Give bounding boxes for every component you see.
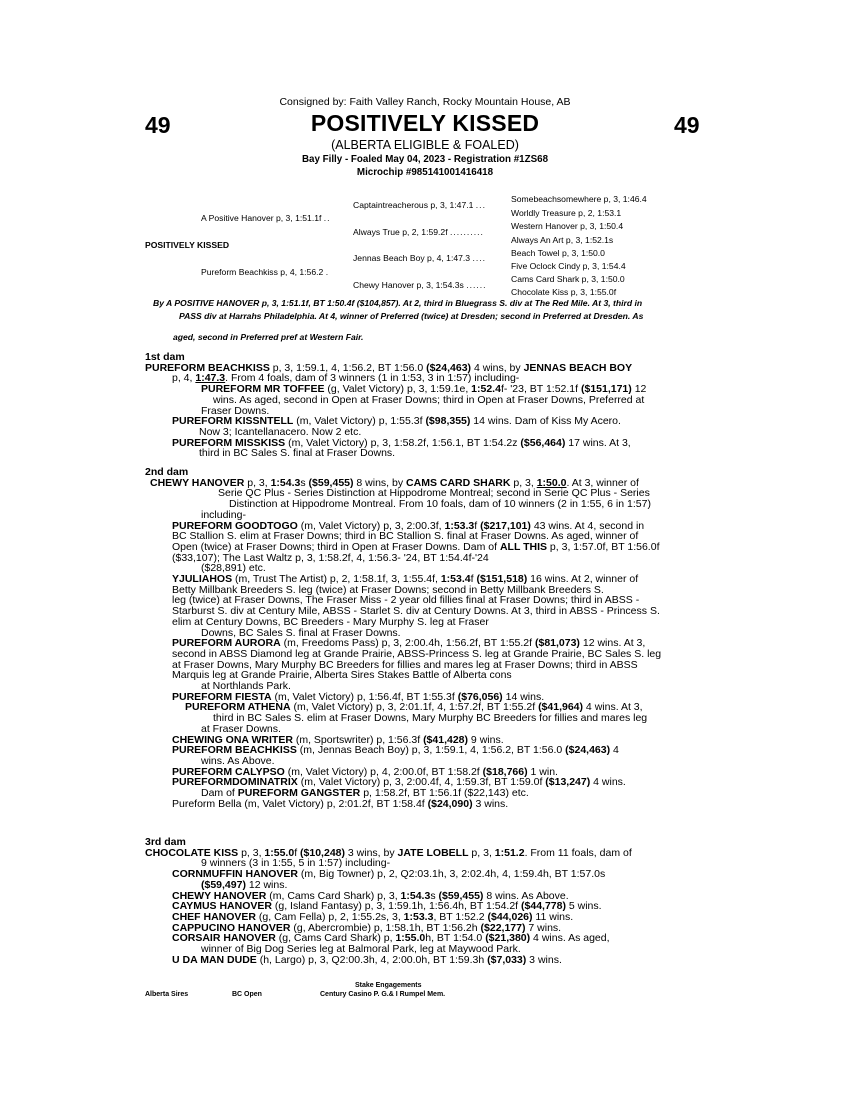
second-dam-section: 2nd dam CHEWY HANOVER p, 3, 1:54.3s ($59,455) 8 wins, by CAMS CARD SHARK p, 3, 1:50.0. At 3, winner of Serie QC Plus - Series Distinction at Hippodrome Montreal; second in Serie QC Plus - Series Distinction at Hippodrome Montreal. From 10 foals, dam of 10 winners (2 in 1:55, 6 in 1:57) including- PUREFORM GOODTOGO (m, Valet Victory) p, 3, 2:00.3f, 1:53.3f ($217,101) 43 wins. At 4, second in BC Stallion S. elim at Fraser Downs; third in BC Stallion S. final at Fraser Downs. As aged, winner of Open (twice) at Fraser Downs; third in Open at Fraser Downs. Dam of ALL THIS p, 3, 1:57.0f, BT 1:56.0f ($33,107); The Last Waltz p, 3, 1:58.2f, 4, 1:56.3- '24, BT 1:54.4f-'24 ($28,891) etc. YJULIAHOS (m, Trust The Artist) p, 2, 1:58.1f, 3, 1:55.4f, 1:53.4f ($151,518) 16 wins. At 2, winner of Betty Millbank Breeders S. leg (twice) at Fraser Downs; second in Betty Millbank Breeders S. leg (twice) at Fraser Downs, The Fraser Miss - 2 year old fillies final at Fraser Downs; third in ABSS - Starburst S. div at Century Mile, ABSS - Starlet S. div at Century Downs. At 3, third in ABSS - Princess S. elim at Century Downs, BC Breeders - Mary Murphy S. leg at Fraser Downs, BC Sales S. final at Fraser Downs. PUREFORM AURORA (m, Freedoms Pass) p, 3, 2:00.4h, 1:56.2f, BT 1:55.2f ($81,073) 12 wins. At 3, second in ABSS Diamond leg at Grande Prairie, ABSS-Princess S. leg at Grande Prairie, BC Sales S. leg at Fraser Downs, Mary Murphy BC Breeders for fillies and mares leg at Fraser Downs; third in ABSS Marquis leg at Grande Prairie, Alberta Sires Stakes Battle of Alberta cons at Northlands Park. PUREFORM FIESTA (m, Valet Victory) p, 1:56.4f, BT 1:55.3f ($76,056) 14 wins. PUREFORM ATHENA (m, Valet Victory) p, 3, 2:01.1f, 4, 1:57.2f, BT 1:55.2f ($41,964) 4 wins. At 3, third in BC Sales S. elim at Fraser Downs, Mary Murphy BC Breeders for fillies and mares leg at Fraser Downs. CHEWING ONA WRITER (m, Sportswriter) p, 1:56.3f ($41,428) 9 wins. PUREFORM BEACHKISS (m, Jennas Beach Boy) p, 3, 1:59.1, 4, 1:56.2, BT 1:56.0 ($24,463) 4 wins. As Above. PUREFORM CALYPSO (m, Valet Victory) p, 4, 2:00.0f, BT 1:58.2f ($18,766) 1 win. PUREFORMDOMINATRIX (m, Valet Victory) p, 3, 2:00.4f, 4, 1:59.3f, BT 1:59.0f ($13,247) 4 wins. Dam of PUREFORM GANGSTER p, 1:58.2f, BT 1:56.1f ($22,143) etc. Pureform Bella (m, Valet Victory) p, 2:01.2f, BT 1:58.4f ($24,090) 3 wins. — [145, 467, 707, 810]
pedigree-gen3-7: Cams Card Shark p, 3, 1:50.0 — [511, 274, 625, 284]
pedigree-gen3-3: Western Hanover p, 3, 1:50.4 — [511, 221, 624, 231]
produce-entry: CHEWY HANOVER (m, Cams Card Shark) p, 3, 1:54.3s ($59,455) 8 wins. As Above. — [172, 889, 569, 902]
produce-entry: U DA MAN DUDE (h, Largo) p, 3, Q2:00.3h, 4, 2:00.0h, BT 1:59.3h ($7,033) 3 wins. — [172, 953, 562, 966]
produce-entry: PUREFORM FIESTA (m, Valet Victory) p, 1:56.4f, BT 1:55.3f ($76,056) 14 wins. — [172, 690, 545, 703]
pedigree-dam-dam: Chewy Hanover p, 3, 1:54.3s ...... — [353, 280, 487, 290]
produce-entry: CORSAIR HANOVER (g, Cams Card Shark) p, 1:55.0h, BT 1:54.0 ($21,380) 4 wins. As aged, — [172, 932, 610, 945]
hip-number-left: 49 — [145, 112, 171, 138]
second-dam-heading: 2nd dam — [145, 466, 189, 478]
first-dam-section: 1st dam PUREFORM BEACHKISS p, 3, 1:59.1, 4, 1:56.2, BT 1:56.0 ($24,463) 4 wins, by JENNAS BEACH BOY p, 4, 1:47.3. From 4 foals, dam of 3 winners (1 in 1:53, 3 in 1:57) including- PUREFORM MR TOFFEE (g, Valet Victory) p, 3, 1:59.1e, 1:52.4f- '23, BT 1:52.1f ($151,171) 12 wins. As aged, second in Open at Fraser Downs; third in Open at Fraser Downs, Preferred at Fraser Downs. PUREFORM KISSNTELL (m, Valet Victory) p, 1:55.3f ($98,355) 14 wins. Dam of Kiss My Acero. Now 3; Icantellanacero. Now 2 etc. PUREFORM MISSKISS (m, Valet Victory) p, 3, 1:58.2f, 1:56.1, BT 1:54.2z ($56,464) 17 wins. At 3, third in BC Sales S. final at Fraser Downs. — [145, 352, 707, 459]
pedigree-sire-dam: Always True p, 2, 1:59.2f .......... — [353, 227, 484, 237]
produce-entry: YJULIAHOS (m, Trust The Artist) p, 2, 1:58.1f, 3, 1:55.4f, 1:53.4f ($151,518) 16 wins. At 2, winner of — [172, 573, 639, 586]
produce-entry: PUREFORM GOODTOGO (m, Valet Victory) p, 3, 2:00.3f, 1:53.3f ($217,101) 43 wins. At 4, second in — [172, 519, 645, 532]
pedigree-gen3-1: Somebeachsomewhere p, 3, 1:46.4 — [511, 194, 647, 204]
produce-entry: PUREFORM BEACHKISS (m, Jennas Beach Boy) p, 3, 1:59.1, 4, 1:56.2, BT 1:56.0 ($24,463) 4 — [172, 744, 619, 757]
pedigree-gen3-2: Worldly Treasure p, 2, 1:53.1 — [511, 208, 622, 218]
produce-entry: PUREFORM AURORA (m, Freedoms Pass) p, 3, 2:00.4h, 1:56.2f, BT 1:55.2f ($81,073) 12 wins. At 3, — [172, 637, 646, 650]
third-dam-line: CHOCOLATE KISS p, 3, 1:55.0f ($10,248) 3 wins, by JATE LOBELL p, 3, 1:51.2. From 11 foals, dam of — [145, 846, 632, 859]
stake-alberta-sires: Alberta Sires — [145, 991, 189, 998]
eligibility: (ALBERTA ELIGIBLE & FOALED) — [331, 138, 519, 152]
first-dam-line: PUREFORM BEACHKISS p, 3, 1:59.1, 4, 1:56.2, BT 1:56.0 ($24,463) 4 wins, by JENNAS BEACH BOY — [145, 361, 633, 374]
horse-name: POSITIVELY KISSED — [310, 110, 540, 136]
stake-century-casino: Century Casino P. G.& I Rumpel Mem. — [320, 991, 446, 998]
produce-entry: CAPPUCINO HANOVER (g, Abercrombie) p, 1:58.1h, BT 1:56.2h ($22,177) 7 wins. — [172, 921, 562, 934]
stake-engagements-title: Stake Engagements — [355, 982, 422, 989]
pedigree-subject: POSITIVELY KISSED — [145, 240, 230, 250]
first-dam-heading: 1st dam — [145, 351, 185, 363]
produce-entry: PUREFORMDOMINATRIX (m, Valet Victory) p, 3, 2:00.4f, 4, 1:59.3f, BT 1:59.0f ($13,247) 4 wins. — [172, 776, 626, 789]
produce-entry: CHEF HANOVER (g, Cam Fella) p, 2, 1:55.2s, 3, 1:53.3, BT 1:52.2 ($44,026) 11 wins. — [172, 910, 574, 923]
pedigree-gen3-4: Always An Art p, 3, 1:52.1s — [511, 235, 614, 245]
produce-entry: PUREFORM ATHENA (m, Valet Victory) p, 3, 2:01.1f, 4, 1:57.2f, BT 1:55.2f ($41,964) 4 wins. At 3, — [185, 701, 643, 714]
consignor: Consigned by: Faith Valley Ranch, Rocky Mountain House, AB — [279, 96, 571, 108]
pedigree-gen3-5: Beach Towel p, 3, 1:50.0 — [511, 248, 605, 258]
pedigree-gen3-6: Five Oclock Cindy p, 3, 1:54.4 — [511, 261, 626, 271]
produce-entry: PUREFORM KISSNTELL (m, Valet Victory) p, 1:55.3f ($98,355) 14 wins. Dam of Kiss My Acero. — [172, 415, 621, 428]
produce-entry: PUREFORM MISSKISS (m, Valet Victory) p, 3, 1:58.2f, 1:56.1, BT 1:54.2z ($56,464) 17 wins. At 3, — [172, 436, 631, 449]
pedigree-dam-sire: Jennas Beach Boy p, 4, 1:47.3 .... — [353, 253, 487, 263]
produce-entry: CAYMUS HANOVER (g, Island Fantasy) p, 3, 1:59.1h, 1:56.4h, BT 1:54.2f ($44,778) 5 wins. — [172, 900, 602, 913]
produce-entry: PUREFORM CALYPSO (m, Valet Victory) p, 4, 2:00.0f, BT 1:58.2f ($18,766) 1 win. — [172, 765, 558, 778]
sire-summary: By A POSITIVE HANOVER p, 3, 1:51.1f, BT 1:50.4f ($104,857). At 2, third in Bluegrass S. div at The Red Mile. At 3, third in PASS div at Harrahs Philadelphia. At 4, winner of Preferred (twice) at Dresden; second in Preferred at Dresden. As aged, second in Preferred pref at Western Fair. — [153, 298, 644, 342]
second-dam-line: CHEWY HANOVER p, 3, 1:54.3s ($59,455) 8 wins, by CAMS CARD SHARK p, 3, 1:50.0. At 3, winner of — [150, 476, 639, 489]
sex-foaled-registration: Bay Filly - Foaled May 04, 2023 - Registration #1ZS68 — [301, 154, 549, 165]
pedigree-sire-sire: Captaintreacherous p, 3, 1:47.1 ... — [353, 200, 486, 210]
microchip: Microchip #985141001416418 — [356, 167, 494, 178]
stake-bc-open: BC Open — [232, 991, 262, 998]
first-dam-line: p, 4, 1:47.3. From 4 foals, dam of 3 winners (1 in 1:53, 3 in 1:57) including- — [172, 372, 520, 385]
pedigree-sire: A Positive Hanover p, 3, 1:51.1f .. — [201, 213, 331, 223]
third-dam-heading: 3rd dam — [145, 836, 186, 848]
produce-entry: CORNMUFFIN HANOVER (m, Big Towner) p, 2, Q2:03.1h, 3, 2:02.4h, 4, 1:59.4h, BT 1:57.0s — [172, 868, 606, 881]
third-dam-section: 3rd dam CHOCOLATE KISS p, 3, 1:55.0f ($10,248) 3 wins, by JATE LOBELL p, 3, 1:51.2. From 11 foals, dam of 9 winners (3 in 1:55, 5 in 1:57) including- CORNMUFFIN HANOVER (m, Big Towner) p, 2, Q2:03.1h, 3, 2:02.4h, 4, 1:59.4h, BT 1:57.0s ($59,497) 12 wins. CHEWY HANOVER (m, Cams Card Shark) p, 3, 1:54.3s ($59,455) 8 wins. As Above. CAYMUS HANOVER (g, Island Fantasy) p, 3, 1:59.1h, 1:56.4h, BT 1:54.2f ($44,778) 5 wins. CHEF HANOVER (g, Cam Fella) p, 2, 1:55.2s, 3, 1:53.3, BT 1:52.2 ($44,026) 11 wins. CAPPUCINO HANOVER (g, Abercrombie) p, 1:58.1h, BT 1:56.2h ($22,177) 7 wins. CORSAIR HANOVER (g, Cams Card Shark) p, 1:55.0h, BT 1:54.0 ($21,380) 4 wins. As aged, winner of Big Dog Series leg at Balmoral Park, leg at Maywood Park. U DA MAN DUDE (h, Largo) p, 3, Q2:00.3h, 4, 2:00.0h, BT 1:59.3h ($7,033) 3 wins. — [145, 837, 707, 965]
hip-number-right: 49 — [674, 112, 700, 138]
produce-entry: Pureform Bella (m, Valet Victory) p, 2:01.2f, BT 1:58.4f ($24,090) 3 wins. — [172, 797, 509, 810]
pedigree-dam: Pureform Beachkiss p, 4, 1:56.2 . — [201, 267, 330, 277]
produce-entry: PUREFORM MR TOFFEE (g, Valet Victory) p, 3, 1:59.1e, 1:52.4f- '23, BT 1:52.1f ($151,171) 12 — [201, 383, 647, 396]
produce-entry: CHEWING ONA WRITER (m, Sportswriter) p, 1:56.3f ($41,428) 9 wins. — [172, 733, 504, 746]
pedigree-gen3-8: Chocolate Kiss p, 3, 1:55.0f — [511, 287, 617, 297]
